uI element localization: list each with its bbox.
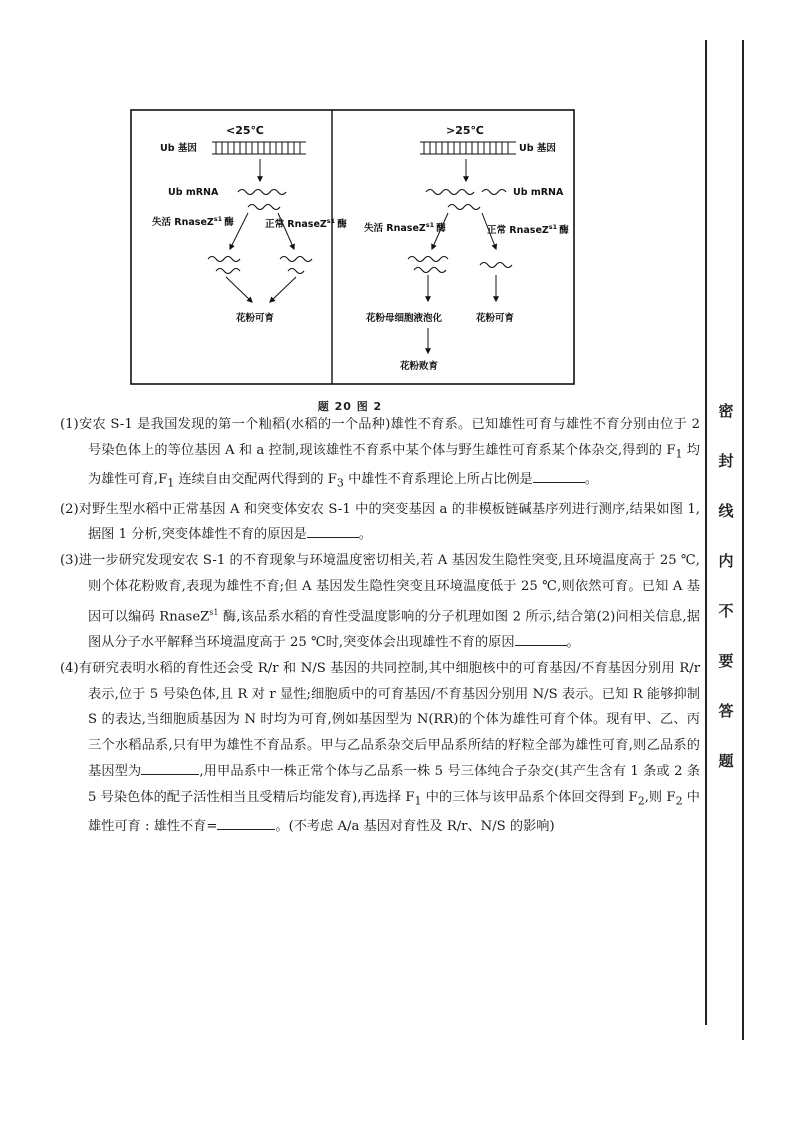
right-outcome-right: 花粉可育	[476, 313, 515, 324]
left-fragment-1	[208, 257, 240, 262]
right-gene-ladder	[420, 142, 516, 154]
seal-char: 密	[718, 402, 734, 420]
seal-char: 内	[718, 552, 734, 570]
left-mrna-strand-2	[248, 205, 280, 210]
left-gene-label: Ub 基因	[160, 143, 197, 154]
left-fragment-3	[280, 257, 312, 262]
question-2: (2)对野生型水稻中正常基因 A 和突变体安农 S-1 中的突变基因 a 的非模板链碱基序列进行测序,结果如图 1,据图 1 分析,突变体雄性不育的原因是 。	[60, 501, 700, 543]
answer-blank-1[interactable]	[533, 468, 585, 483]
question-1: (1)安农 S-1 是我国发现的第一个籼稻(水稻的一个品种)雄性不育系。已知雄性可育与雄性不育分别由位于 2 号染色体上的等位基因 A 和 a 控制,现该雄性不育系中某个体与野生雄性可育系某个体杂交,得到的 $F_1$ 均为雄性可育$,F_1$ 连续自由交配两代得到的 $F_3$ 中雄性不育系理论上所占比例是 。	[60, 417, 700, 490]
right-mrna-strand-3	[448, 205, 480, 210]
margin-line-outer	[705, 40, 707, 1025]
right-fragment-3	[480, 263, 512, 268]
answer-blank-3[interactable]	[515, 631, 567, 646]
seal-char: 题	[718, 752, 734, 770]
left-mrna-label: Ub mRNA	[168, 187, 219, 198]
figure-2-diagram	[130, 109, 575, 385]
seal-char: 要	[718, 652, 734, 670]
seal-char: 答	[718, 702, 734, 720]
right-gene-label: Ub 基因	[519, 143, 556, 154]
left-arrow-converge-2	[270, 277, 296, 302]
right-final-outcome: 花粉败育	[400, 361, 439, 372]
left-temperature: <25℃	[226, 124, 264, 137]
left-mrna-strand	[238, 190, 286, 195]
left-fragment-2	[216, 269, 240, 274]
left-fragment-4	[288, 269, 304, 274]
left-normal-enzyme: 正常 RnaseZ$^{s1}$ 酶	[265, 217, 347, 230]
left-inactive-enzyme: 失活 RnaseZ$^{s1}$ 酶	[152, 215, 234, 228]
question-list	[60, 412, 700, 840]
left-gene-ladder	[212, 142, 306, 154]
right-temperature: >25℃	[446, 124, 484, 137]
right-mrna-label: Ub mRNA	[513, 187, 564, 198]
seal-char: 线	[718, 502, 734, 520]
right-mrna-strand-2	[482, 190, 506, 195]
right-fragment-2	[414, 268, 446, 273]
answer-blank-4a[interactable]	[141, 760, 199, 775]
seal-char: 不	[718, 602, 734, 620]
answer-blank-4b[interactable]	[217, 815, 275, 830]
right-normal-enzyme: 正常 RnaseZ$^{s1}$ 酶	[487, 223, 569, 236]
right-outcome-left: 花粉母细胞液泡化	[366, 313, 443, 324]
margin-line-inner	[742, 40, 744, 1040]
right-inactive-enzyme: 失活 RnaseZ$^{s1}$ 酶	[364, 221, 446, 234]
seal-char: 封	[718, 452, 734, 470]
answer-blank-2[interactable]	[307, 523, 359, 538]
question-3: (3)进一步研究发现安农 S-1 的不育现象与环境温度密切相关,若 A 基因发生隐性突变,且环境温度高于 25 ℃,则个体花粉败育,表现为雄性不育;但 A 基因发生隐性突变且环境温度低于 25 ℃,则依然可育。已知 A 基因可以编码 RnaseZ$^{s1}$ 酶,该品系水稻的育性受温度影响的分子机理如图 2 所示,结合第(2)问相关信息,据图从分子水平解释当环境温度高于 25 ℃时,突变体会出现雄性不育的原因 。	[60, 553, 700, 651]
right-mrna-strand	[426, 190, 474, 195]
left-outcome: 花粉可育	[236, 313, 275, 324]
question-4: (4)有研究表明水稻的育性还会受 R/r 和 N/S 基因的共同控制,其中细胞核中的可育基因/不育基因分别用 R/r 表示,位于 5 号染色体,且 R 对 r 显性;细胞质中的可育基因/不育基因分别用 N/S 表示。已知 R 能够抑制 S 的表达,当细胞质基因为 N 时均为可育,例如基因型为 N(RR)的个体为雄性可育个体。现有甲、乙、丙三个水稻品系,只有甲为雄性不育品系。甲与乙品系杂交后甲品系所结的籽粒全部为雄性可育,则乙品系的基因型为 ,用甲品系中一株正常个体与乙品系一株 5 号三体纯合子杂交(其产生含有 1 条或 2 条 5 号染色体的配子活性相当且受精后均能发育),再选择 $F_1$ 中的三体与该甲品系个体回交得到 $F_2$,则 $F_2$ 中雄性可育 : 雄性不育= 。(不考虑 A/a 基因对育性及 R/r、N/S 的影响)	[60, 660, 701, 835]
figure-caption: 题 20 图 2	[317, 400, 383, 413]
figure-2	[130, 109, 575, 385]
left-arrow-converge-1	[226, 277, 252, 302]
right-fragment-1	[408, 257, 448, 262]
